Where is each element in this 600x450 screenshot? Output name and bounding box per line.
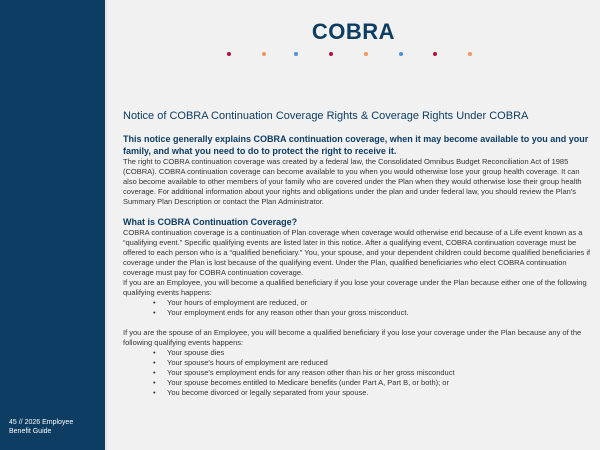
spouse-events-list xyxy=(123,348,593,398)
dot-icon xyxy=(364,52,368,56)
dot-icon xyxy=(262,52,266,56)
employee-paragraph: If you are an Employee, you will become a qualified beneficiary if you lose your coverage under the Plan because either one of the following qualifying events happens: xyxy=(123,278,587,297)
employee-events-list xyxy=(123,298,593,318)
dot-icon xyxy=(433,52,437,56)
intro-paragraph: The right to COBRA continuation coverage was created by a federal law, the Consolidated Omnibus Budget Reconciliation Act of 1985 (COBRA). COBRA continuation coverage can become available to you when you would otherwise lose your group health coverage. It can also become available to other members of your family who are covered under the Plan when they would otherwise lose their group health coverage. For additional information about your rights and obligations under the plan and under federal law, you should review the Plan's Summary Plan Description or contact the Plan Administrator. xyxy=(123,157,582,206)
sidebar xyxy=(0,0,105,450)
list-item: • Your spouse becomes entitled to Medicare benefits (under Part A, Part B, or both); or xyxy=(153,378,593,388)
list-item: • Your hours of employment are reduced, or xyxy=(153,298,593,308)
dot-icon xyxy=(329,52,333,56)
list-item: • Your employment ends for any reason other than your gross misconduct. xyxy=(153,308,593,318)
dot-icon xyxy=(294,52,298,56)
section-heading: What is COBRA Continuation Coverage? xyxy=(123,217,298,227)
sidebar-edge xyxy=(105,0,107,450)
spouse-paragraph: If you are the spouse of an Employee, you will become a qualified beneficiary if you lose your coverage under the Plan because any of the following qualifying events happens: xyxy=(123,328,582,347)
dot-icon xyxy=(468,52,472,56)
intro-bold: This notice generally explains COBRA continuation coverage, when it may become available to you and your family, and what you need to do to protect the right to receive it. xyxy=(123,134,589,156)
dot-icon xyxy=(399,52,403,56)
section-paragraph: COBRA continuation coverage is a continuation of Plan coverage when coverage would otherwise end because of a Life event known as a “qualifying event.” Specific qualifying events are listed later in this notice. After a qualifying event, COBRA continuation coverage must be offered to each person who is a “qualified beneficiary.” You, your spouse, and your dependent children could become qualified beneficiaries if coverage under the Plan is lost because of the qualifying event. Under the Plan, qualified beneficiaries who elect COBRA continuation coverage must pay for COBRA continuation coverage. xyxy=(123,228,591,277)
list-item: • You become divorced or legally separated from your spouse. xyxy=(153,388,593,398)
notice-heading: Notice of COBRA Continuation Coverage Rights & Coverage Rights Under COBRA xyxy=(123,110,529,122)
document-body xyxy=(123,110,593,398)
list-item: • Your spouse dies xyxy=(153,348,593,358)
list-item: • Your spouse's hours of employment are reduced xyxy=(153,358,593,368)
page-footer: 45 // 2026 Employee Benefit Guide xyxy=(9,419,74,435)
list-item: • Your spouse's employment ends for any reason other than his or her gross misconduct xyxy=(153,368,593,378)
dot-icon xyxy=(227,52,231,56)
page-title: COBRA xyxy=(311,19,396,44)
